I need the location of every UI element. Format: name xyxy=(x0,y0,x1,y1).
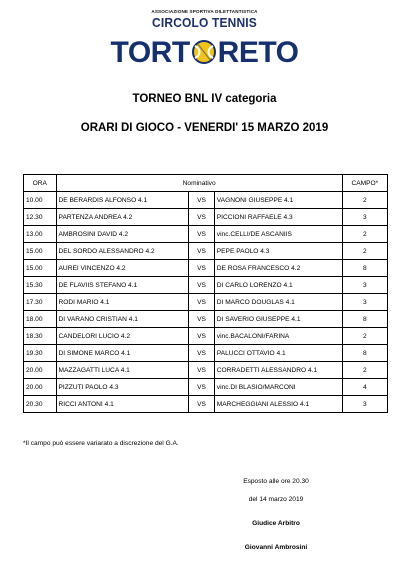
player2-cell: PICCIONI RAFFAELE 4.3 xyxy=(214,209,342,226)
player2-cell: DE ROSA FRANCESCO 4.2 xyxy=(214,260,342,277)
time-cell: 17.30 xyxy=(24,294,57,311)
vs-cell: VS xyxy=(189,243,214,260)
tennis-ball-icon xyxy=(191,39,217,65)
vs-cell: VS xyxy=(189,192,214,209)
court-cell: 4 xyxy=(342,379,387,396)
player1-cell: DEL SORDO ALESSANDRO 4.2 xyxy=(56,243,189,260)
court-cell: 3 xyxy=(342,396,387,413)
table-row xyxy=(24,277,388,294)
table-row xyxy=(24,396,388,413)
table-row xyxy=(24,260,388,277)
posted-time: Esposto alle ore 20.30 xyxy=(243,478,309,485)
vs-cell: VS xyxy=(189,226,214,243)
court-cell: 2 xyxy=(342,226,387,243)
brand-wordmark xyxy=(0,36,409,70)
brand-part1: TORT xyxy=(110,36,190,69)
time-cell: 19.30 xyxy=(24,345,57,362)
posted-date: del 14 marzo 2019 xyxy=(248,496,304,503)
club-logo xyxy=(0,8,409,70)
court-cell: 2 xyxy=(342,362,387,379)
schedule-title: ORARI DI GIOCO - VENERDI' 15 MARZO 2019 xyxy=(80,122,329,134)
vs-cell: VS xyxy=(189,260,214,277)
court-cell: 3 xyxy=(342,294,387,311)
association-label: ASSOCIAZIONE SPORTIVA DILETTANTISTICA xyxy=(151,9,258,14)
vs-cell: VS xyxy=(189,362,214,379)
time-cell: 20.00 xyxy=(24,362,57,379)
referee-name: Giovanni Ambrosini xyxy=(244,544,308,551)
player2-cell: CORRADETTI ALESSANDRO 4.1 xyxy=(214,362,342,379)
vs-cell: VS xyxy=(189,209,214,226)
court-cell: 2 xyxy=(342,243,387,260)
player2-cell: DI CARLO LORENZO 4.1 xyxy=(214,277,342,294)
table-row xyxy=(24,379,388,396)
player1-cell: MAZZAGATTI LUCA 4.1 xyxy=(56,362,189,379)
time-cell: 13.00 xyxy=(24,226,57,243)
header-campo: CAMPO* xyxy=(342,175,387,192)
player1-cell: CANDELORI LUCIO 4.2 xyxy=(56,328,189,345)
player2-cell: VAGNONI GIUSEPPE 4.1 xyxy=(214,192,342,209)
vs-cell: VS xyxy=(189,328,214,345)
table-row xyxy=(24,192,388,209)
header-nominativo: Nominativo xyxy=(56,175,342,192)
time-cell: 15.00 xyxy=(24,260,57,277)
time-cell: 15.00 xyxy=(24,243,57,260)
player1-cell: DI SIMONE MARCO 4.1 xyxy=(56,345,189,362)
player2-cell: MARCHEGGIANI ALESSIO 4.1 xyxy=(214,396,342,413)
player2-cell: PEPE PAOLO 4.3 xyxy=(214,243,342,260)
player2-cell: DI MARCO DOUGLAS 4.1 xyxy=(214,294,342,311)
table-row xyxy=(24,294,388,311)
footnote: *Il campo può essere variarato a discrezione del G.A. xyxy=(23,440,179,447)
schedule-body xyxy=(24,192,388,413)
player1-cell: RICCI ANTONI 4.1 xyxy=(56,396,189,413)
table-row xyxy=(24,362,388,379)
vs-cell: VS xyxy=(189,379,214,396)
court-cell: 3 xyxy=(342,209,387,226)
player1-cell: RODI MARIO 4.1 xyxy=(56,294,189,311)
player2-cell: vinc.CELLI/DE ASCANIIS xyxy=(214,226,342,243)
vs-cell: VS xyxy=(189,345,214,362)
vs-cell: VS xyxy=(189,294,214,311)
time-cell: 18.00 xyxy=(24,311,57,328)
table-header-row xyxy=(24,175,388,192)
player1-cell: PARTENZA ANDREA 4.2 xyxy=(56,209,189,226)
player2-cell: PALUCCI OTTAVIO 4.1 xyxy=(214,345,342,362)
club-name: CIRCOLO TENNIS xyxy=(152,15,257,30)
court-cell: 2 xyxy=(342,192,387,209)
tournament-title: TORNEO BNL IV categoria xyxy=(132,93,277,105)
table-row xyxy=(24,328,388,345)
header-ora: ORA xyxy=(24,175,57,192)
time-cell: 20.00 xyxy=(24,379,57,396)
player2-cell: vinc.DI BLASIO/MARCONI xyxy=(214,379,342,396)
table-row xyxy=(24,345,388,362)
time-cell: 20.30 xyxy=(24,396,57,413)
player1-cell: AMBROSINI DAVID 4.2 xyxy=(56,226,189,243)
court-cell: 8 xyxy=(342,311,387,328)
player1-cell: DE BERARDIS ALFONSO 4.1 xyxy=(56,192,189,209)
time-cell: 10.00 xyxy=(24,192,57,209)
court-cell: 2 xyxy=(342,328,387,345)
vs-cell: VS xyxy=(189,311,214,328)
court-cell: 3 xyxy=(342,277,387,294)
schedule-table xyxy=(23,174,388,413)
table-row xyxy=(24,226,388,243)
table-row xyxy=(24,209,388,226)
brand-part2: RETO xyxy=(217,36,299,69)
time-cell: 12.30 xyxy=(24,209,57,226)
vs-cell: VS xyxy=(189,396,214,413)
court-cell: 8 xyxy=(342,345,387,362)
player1-cell: PIZZUTI PAOLO 4.3 xyxy=(56,379,189,396)
court-cell: 8 xyxy=(342,260,387,277)
vs-cell: VS xyxy=(189,277,214,294)
table-row xyxy=(24,311,388,328)
referee-role: Giudice Arbitro xyxy=(252,520,300,527)
time-cell: 18.30 xyxy=(24,328,57,345)
player2-cell: vinc.BACALONI/FARINA xyxy=(214,328,342,345)
player2-cell: DI SAVERIO GIUSEPPE 4.1 xyxy=(214,311,342,328)
table-row xyxy=(24,243,388,260)
time-cell: 15.30 xyxy=(24,277,57,294)
player1-cell: DI VARANO CRISTIAN 4.1 xyxy=(56,311,189,328)
player1-cell: AUREI VINCENZO 4.2 xyxy=(56,260,189,277)
player1-cell: DE FLAVIIS STEFANO 4.1 xyxy=(56,277,189,294)
